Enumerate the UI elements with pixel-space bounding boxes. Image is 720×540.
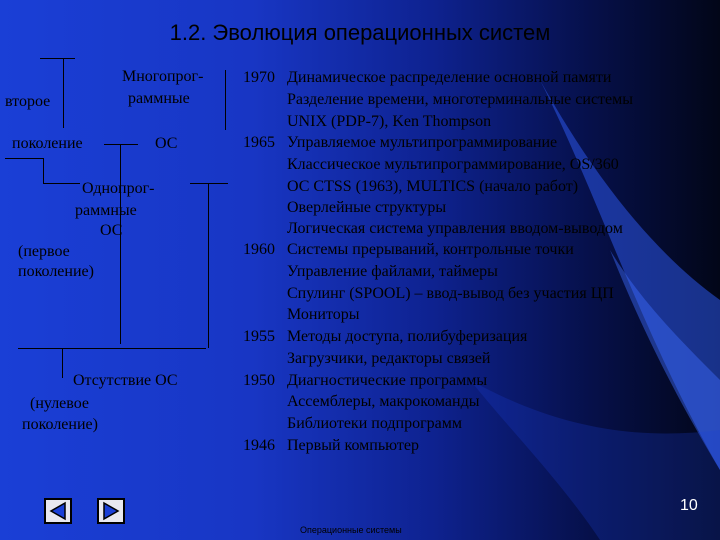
timeline-item: Динамическое распределение основной памяти	[287, 69, 612, 86]
timeline-item: Логическая система управления вводом-выводом	[287, 220, 623, 237]
timeline-item: Ассемблеры, макрокоманды	[287, 393, 480, 410]
label-os: ОС	[155, 135, 178, 152]
label-single: раммные	[75, 202, 137, 219]
label-multi: раммные	[128, 90, 190, 107]
label-first: поколение)	[18, 263, 94, 280]
year-label: 1965	[243, 134, 275, 151]
page-number: 10	[680, 497, 698, 514]
triangle-left-icon	[46, 500, 70, 522]
timeline-item: Мониторы	[287, 306, 360, 323]
diagram-line	[225, 70, 226, 130]
year-label: 1955	[243, 328, 275, 345]
next-slide-button[interactable]	[97, 498, 125, 524]
timeline-item: ОС CTSS (1963), MULTICS (начало работ)	[287, 178, 579, 195]
prev-slide-button[interactable]	[44, 498, 72, 524]
timeline-item: Методы доступа, полибуферизация	[287, 328, 528, 345]
label-multi: Многопрог-	[122, 68, 204, 85]
timeline-item: UNIX (PDP-7), Ken Thompson	[287, 113, 492, 130]
timeline-item: Управление файлами, таймеры	[287, 263, 498, 280]
timeline-item: Спулинг (SPOOL) – ввод-вывод без участия ЦП	[287, 285, 614, 302]
timeline-item: Классическое мультипрограммирование, OS/360	[287, 156, 619, 173]
diagram-line	[43, 183, 80, 184]
label-single: ОС	[100, 222, 123, 239]
diagram-line	[40, 58, 75, 59]
slide-title: 1.2. Эволюция операционных систем	[169, 20, 551, 45]
diagram-line	[190, 183, 228, 184]
timeline-item: Первый компьютер	[287, 437, 419, 454]
footer-text: Операционные системы	[300, 525, 402, 535]
diagram-line	[62, 348, 63, 378]
timeline-item: Оверлейные структуры	[287, 199, 447, 216]
label-none: (нулевое	[30, 395, 90, 412]
diagram-line	[208, 183, 209, 348]
timeline-item: Диагностические программы	[287, 372, 488, 389]
year-label: 1960	[243, 241, 275, 258]
timeline-item: Управляемое мультипрограммирование	[287, 134, 558, 151]
triangle-right-icon	[99, 500, 123, 522]
label-none: Отсутствие ОС	[73, 372, 178, 389]
diagram-line	[104, 144, 138, 145]
label-none: поколение)	[22, 416, 98, 433]
timeline-item: Библиотеки подпрограмм	[287, 415, 462, 432]
year-label: 1946	[243, 437, 275, 454]
year-label: 1950	[243, 372, 275, 389]
timeline-item: Разделение времени, многотерминальные системы	[287, 91, 634, 108]
diagram-line	[120, 144, 121, 344]
diagram-line	[18, 348, 206, 349]
label-single: Однопрог-	[82, 180, 155, 197]
label-generation: поколение	[12, 135, 83, 152]
diagram-line	[63, 58, 64, 128]
timeline-item: Загрузчики, редакторы связей	[287, 350, 491, 367]
timeline-item: Системы прерываний, контрольные точки	[287, 241, 574, 258]
diagram-line	[43, 158, 44, 183]
year-label: 1970	[243, 69, 275, 86]
label-first: (первое	[18, 243, 70, 260]
label-second: второе	[5, 93, 51, 110]
diagram-line	[5, 158, 43, 159]
